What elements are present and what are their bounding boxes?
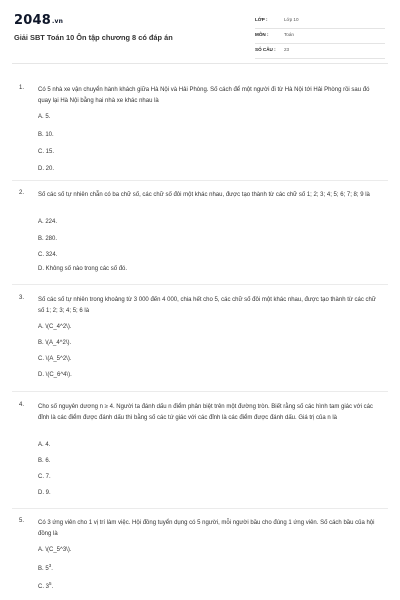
option-a[interactable]: A. 5. — [38, 114, 51, 120]
logo-suffix: .vn — [51, 18, 64, 25]
option-b[interactable]: B. 280. — [38, 236, 58, 242]
option-a[interactable]: A. 224. — [38, 219, 58, 225]
document-header — [0, 0, 400, 64]
option-a[interactable]: A. \(C_5^3\). — [38, 547, 72, 553]
question-number: 2. — [19, 190, 25, 196]
option-d[interactable]: D. Không số nào trong các số đó. — [38, 266, 128, 272]
option-b[interactable]: B. $5^3$. — [38, 563, 53, 572]
question-divider — [12, 180, 388, 181]
option-text: B. 5 — [38, 566, 49, 572]
option-c[interactable]: C. $3^5$. — [38, 581, 54, 590]
option-b[interactable]: B. \(A_4^2\). — [38, 340, 72, 346]
header-divider — [12, 63, 388, 64]
meta-value: 23 — [284, 47, 290, 52]
site-logo[interactable] — [14, 13, 63, 28]
option-superscript: 5 — [49, 581, 52, 586]
meta-row-class — [255, 14, 385, 29]
option-a[interactable]: A. 4. — [38, 442, 51, 448]
option-d[interactable]: D. 20. — [38, 166, 55, 172]
question-number: 4. — [19, 402, 25, 408]
question-number: 3. — [19, 295, 25, 301]
option-superscript: 3 — [48, 563, 52, 568]
question-text: Có 5 nhà xe vận chuyển hành khách giữa Hà Nội và Hải Phòng. Số cách để một người đi từ Hà Nội tới Hải Phòng rồi sau đó quay lại Hà Nội bằng hai nhà xe khác nhau là — [38, 87, 370, 104]
meta-key: MÔN : — [255, 32, 269, 37]
option-c[interactable]: C. 7. — [38, 474, 51, 480]
meta-value: Lớp 10 — [284, 17, 299, 22]
meta-row-subject — [255, 29, 385, 44]
option-c[interactable]: C. 15. — [38, 149, 55, 155]
option-a[interactable]: A. \(C_4^2\). — [38, 324, 72, 330]
document-meta — [255, 14, 385, 59]
question-divider — [12, 391, 388, 392]
question-divider — [12, 284, 388, 285]
meta-key: LỚP : — [255, 17, 268, 22]
question-divider — [12, 508, 388, 509]
question-text: Số các số tự nhiên trong khoảng từ 3 000 đến 4 000, chia hết cho 5, các chữ số đôi một khác nhau, được tạo thành từ các chữ số 1; 2; 3; 4; 5; 6 là — [38, 297, 376, 314]
option-d[interactable]: D. \(C_6^4\). — [38, 372, 72, 378]
question-text: Số các số tự nhiên chẵn có ba chữ số, các chữ số đôi một khác nhau, được tạo thành từ các chữ số 1; 2; 3; 4; 5; 6; 7; 8; 9 là — [38, 192, 370, 198]
logo-brand: 2048 — [14, 13, 51, 28]
option-d[interactable]: D. 9. — [38, 490, 51, 496]
question-text: Cho số nguyên dương n ≥ 4. Người ta đánh dấu n điểm phân biệt trên một đường tròn. Biết rằng số các hình tam giác với các đỉnh là các điểm được đánh dấu thì bằng số các tứ giác với các đỉnh là các điểm được đánh dấu. Giá trị của n là — [38, 404, 373, 421]
option-b[interactable]: B. 10. — [38, 132, 54, 138]
question-number: 5. — [19, 518, 25, 524]
option-b[interactable]: B. 6. — [38, 458, 51, 464]
option-text: C. 3 — [38, 584, 50, 590]
question-text: Có 3 ứng viên cho 1 vị trí làm việc. Hội đồng tuyển dụng có 5 người, mỗi người bầu cho đúng 1 ứng viên. Số cách bầu của hội đồng là — [38, 520, 375, 537]
meta-key: SỐ CÂU : — [255, 47, 276, 52]
question-number: 1. — [19, 85, 25, 91]
option-c[interactable]: C. \(A_5^2\). — [38, 356, 72, 362]
option-c[interactable]: C. 324. — [38, 252, 58, 258]
meta-value: Toán — [284, 32, 294, 37]
meta-row-count — [255, 44, 385, 59]
page-title: Giải SBT Toán 10 Ôn tập chương 8 có đáp án — [14, 33, 173, 42]
